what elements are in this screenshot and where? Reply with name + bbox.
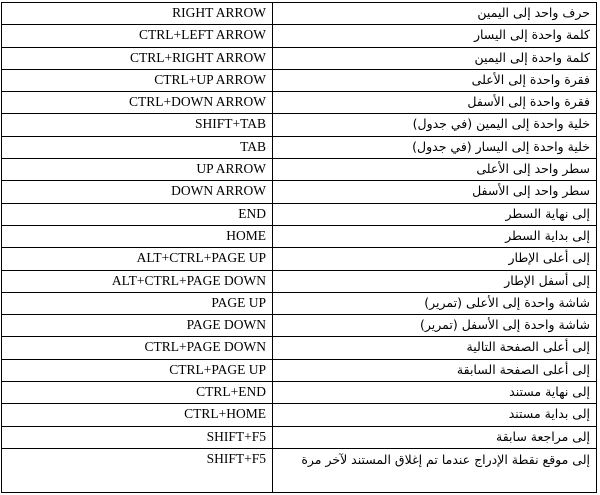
table-row bbox=[2, 270, 597, 292]
shortcut-action: إلى نهاية السطر bbox=[273, 203, 597, 225]
keyboard-shortcuts-table bbox=[1, 2, 597, 493]
shortcut-key: SHIFT+TAB bbox=[2, 114, 273, 136]
shortcut-action: إلى مراجعة سابقة bbox=[273, 426, 597, 448]
shortcut-key: CTRL+PAGE DOWN bbox=[2, 337, 273, 359]
table-row bbox=[2, 3, 597, 25]
shortcut-key: CTRL+UP ARROW bbox=[2, 69, 273, 91]
shortcut-action: خلية واحدة إلى اليسار (في جدول) bbox=[273, 136, 597, 158]
table-row bbox=[2, 292, 597, 314]
shortcut-key: DOWN ARROW bbox=[2, 181, 273, 203]
table-row bbox=[2, 337, 597, 359]
shortcut-key: CTRL+RIGHT ARROW bbox=[2, 47, 273, 69]
table-row bbox=[2, 47, 597, 69]
shortcut-action: فقرة واحدة إلى الأعلى bbox=[273, 69, 597, 91]
table-row bbox=[2, 25, 597, 47]
shortcut-action: إلى موقع نقطة الإدراج عندما تم إغلاق المستند لآخر مرة bbox=[273, 448, 597, 492]
shortcut-action: إلى بداية السطر bbox=[273, 225, 597, 247]
table-row bbox=[2, 92, 597, 114]
table-row bbox=[2, 181, 597, 203]
shortcut-key: SHIFT+F5 bbox=[2, 448, 273, 492]
table-row bbox=[2, 426, 597, 448]
shortcut-action: حرف واحد إلى اليمين bbox=[273, 3, 597, 25]
shortcut-key: RIGHT ARROW bbox=[2, 3, 273, 25]
shortcut-key: HOME bbox=[2, 225, 273, 247]
shortcut-action: إلى أسفل الإطار bbox=[273, 270, 597, 292]
shortcut-action: إلى أعلى الإطار bbox=[273, 248, 597, 270]
table-row bbox=[2, 225, 597, 247]
table-row bbox=[2, 404, 597, 426]
shortcut-action: سطر واحد إلى الأعلى bbox=[273, 159, 597, 181]
table-row bbox=[2, 203, 597, 225]
shortcut-key: SHIFT+F5 bbox=[2, 426, 273, 448]
shortcuts-table-body bbox=[2, 3, 597, 493]
shortcut-action: كلمة واحدة إلى اليمين bbox=[273, 47, 597, 69]
table-row bbox=[2, 69, 597, 91]
shortcut-key: CTRL+END bbox=[2, 382, 273, 404]
shortcut-action: شاشة واحدة إلى الأعلى (تمرير) bbox=[273, 292, 597, 314]
table-row bbox=[2, 315, 597, 337]
shortcut-action: فقرة واحدة إلى الأسفل bbox=[273, 92, 597, 114]
table-row bbox=[2, 159, 597, 181]
shortcut-action: خلية واحدة إلى اليمين (في جدول) bbox=[273, 114, 597, 136]
shortcut-key: PAGE DOWN bbox=[2, 315, 273, 337]
shortcut-key: PAGE UP bbox=[2, 292, 273, 314]
shortcut-action: إلى نهاية مستند bbox=[273, 382, 597, 404]
shortcut-action: سطر واحد إلى الأسفل bbox=[273, 181, 597, 203]
shortcut-key: ALT+CTRL+PAGE UP bbox=[2, 248, 273, 270]
shortcut-key: CTRL+PAGE UP bbox=[2, 359, 273, 381]
table-row bbox=[2, 359, 597, 381]
table-row bbox=[2, 448, 597, 492]
table-row bbox=[2, 382, 597, 404]
shortcut-action: شاشة واحدة إلى الأسفل (تمرير) bbox=[273, 315, 597, 337]
shortcut-key: END bbox=[2, 203, 273, 225]
shortcut-key: ALT+CTRL+PAGE DOWN bbox=[2, 270, 273, 292]
table-row bbox=[2, 136, 597, 158]
shortcut-action: إلى أعلى الصفحة السابقة bbox=[273, 359, 597, 381]
shortcut-key: UP ARROW bbox=[2, 159, 273, 181]
shortcut-action: إلى أعلى الصفحة التالية bbox=[273, 337, 597, 359]
shortcut-action: كلمة واحدة إلى اليسار bbox=[273, 25, 597, 47]
shortcut-key: CTRL+DOWN ARROW bbox=[2, 92, 273, 114]
shortcut-key: CTRL+HOME bbox=[2, 404, 273, 426]
shortcut-action: إلى بداية مستند bbox=[273, 404, 597, 426]
table-row bbox=[2, 114, 597, 136]
shortcut-key: CTRL+LEFT ARROW bbox=[2, 25, 273, 47]
shortcut-key: TAB bbox=[2, 136, 273, 158]
table-row bbox=[2, 248, 597, 270]
